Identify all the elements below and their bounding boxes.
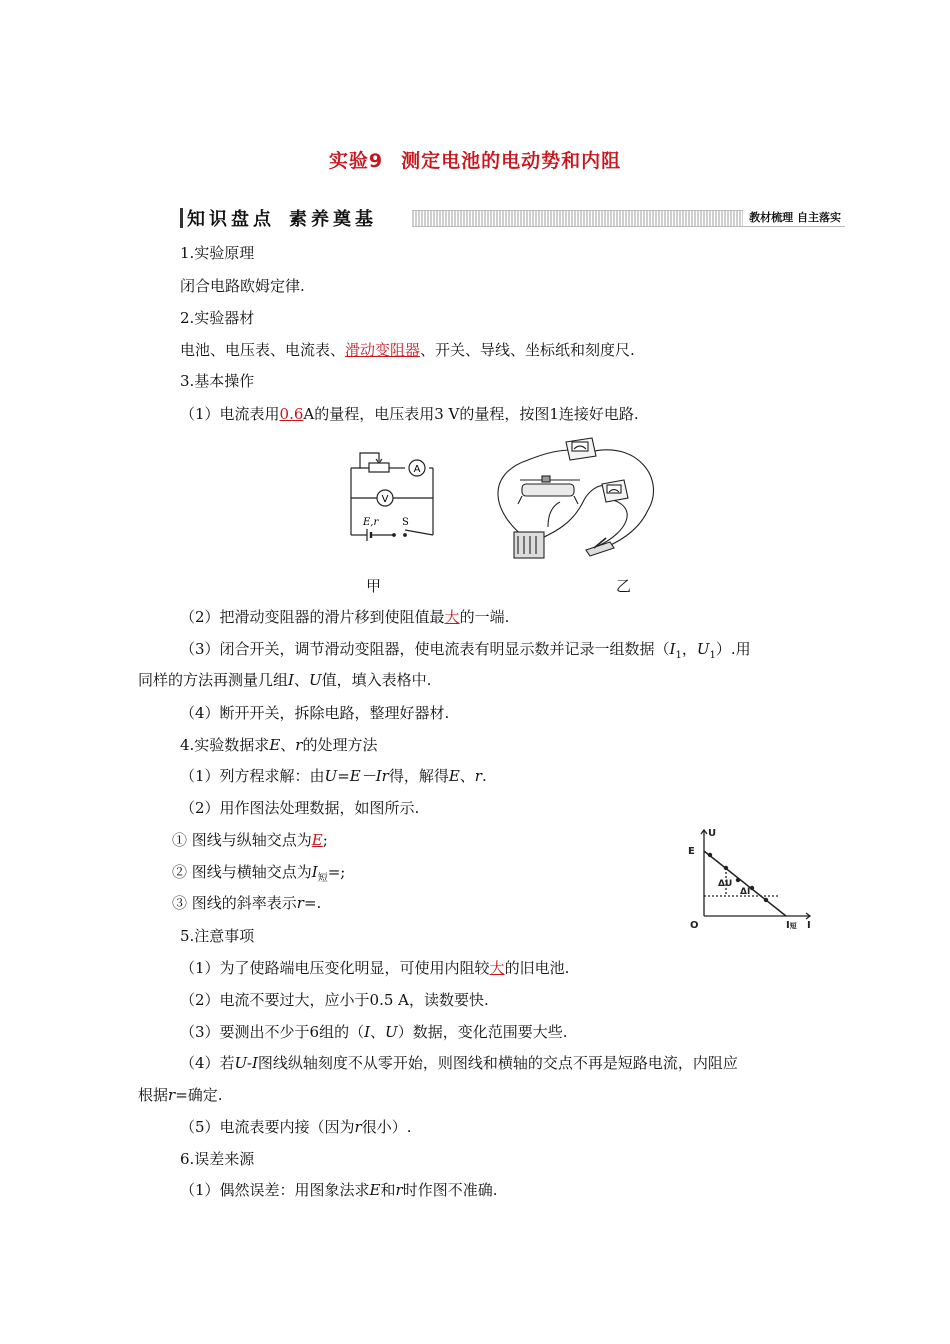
ui-graph bbox=[682, 822, 822, 932]
s4-p2: （2）用作图法处理数据，如图所示. bbox=[180, 799, 420, 817]
section-banner bbox=[180, 205, 845, 231]
s1-heading: 1.实验原理 bbox=[180, 244, 255, 262]
s4-p1: （1）列方程求解：由U=E－Ir得，解得E、r. bbox=[180, 767, 487, 785]
s6-p1: （1）偶然误差：用图象法求E和r时作图不准确. bbox=[180, 1181, 498, 1199]
s3-p2: （2）把滑动变阻器的滑片移到使阻值最大的一端. bbox=[180, 608, 510, 626]
highlight-rheostat: 滑动变阻器 bbox=[345, 341, 421, 359]
banner-bar bbox=[180, 208, 183, 228]
s2-body: 电池、电压表、电流表、滑动变阻器、开关、导线、坐标纸和刻度尺. bbox=[180, 341, 635, 359]
page-title bbox=[0, 146, 950, 173]
s3-p1: （1）电流表用0.6A的量程，电压表用3 V的量程，按图1连接好电路. bbox=[180, 405, 639, 423]
s2-heading: 2.实验器材 bbox=[180, 309, 255, 327]
s3-heading: 3.基本操作 bbox=[180, 372, 255, 390]
graph-y-axis-label: U bbox=[708, 828, 717, 839]
graph-delta-i: ΔI bbox=[740, 887, 751, 897]
highlight-large: 大 bbox=[489, 959, 505, 977]
experiment-number: 实验9 bbox=[328, 150, 384, 172]
s5-heading: 5.注意事项 bbox=[180, 927, 255, 945]
s6-heading: 6.误差来源 bbox=[180, 1150, 255, 1168]
banner-heading bbox=[180, 205, 377, 231]
graph-e-label: E bbox=[688, 846, 695, 857]
s4-c1: ① 图线与纵轴交点为E; bbox=[172, 831, 328, 849]
s3-p3: （3）闭合开关，调节滑动变阻器，使电流表有明显示数并记录一组数据（$I_1$，$U_1$）.用 bbox=[180, 640, 751, 661]
s3-p4: （4）断开开关，拆除电路，整理好器材. bbox=[180, 704, 450, 722]
apparatus-drawing-yi bbox=[488, 432, 663, 564]
banner-heading-b: 素养奠基 bbox=[289, 209, 377, 230]
banner-heading-a: 知识盘点 bbox=[187, 209, 275, 230]
highlight-max: 大 bbox=[444, 608, 460, 626]
s4-heading: 4.实验数据求E、r的处理方法 bbox=[180, 736, 378, 754]
figure-label-jia: 甲 bbox=[366, 577, 382, 595]
highlight-e: E bbox=[311, 831, 323, 849]
experiment-title: 测定电池的电动势和内阻 bbox=[401, 150, 622, 172]
circuit-diagram-jia bbox=[345, 448, 445, 543]
s5-p1: （1）为了使路端电压变化明显，可使用内阻较大的旧电池. bbox=[180, 959, 570, 977]
graph-delta-u: ΔU bbox=[718, 879, 733, 889]
ammeter-label: A bbox=[413, 464, 421, 475]
graph-origin-label: O bbox=[690, 920, 699, 931]
s5-p4: （4）若U-I图线纵轴刻度不从零开始，则图线和横轴的交点不再是短路电流，内阻应 bbox=[180, 1054, 738, 1072]
graph-ishort-label: I短 bbox=[786, 920, 797, 931]
s3-p3-cont: 同样的方法再测量几组I、U值，填入表格中. bbox=[138, 671, 432, 689]
banner-tag: 教材梳理 自主落实 bbox=[743, 209, 845, 226]
highlight-range: 0.6 bbox=[279, 405, 304, 423]
s1-body: 闭合电路欧姆定律. bbox=[180, 277, 305, 295]
s5-p4-cont: 根据r=确定. bbox=[138, 1086, 223, 1104]
battery-label: E,r bbox=[363, 517, 379, 528]
figure-label-yi: 乙 bbox=[616, 577, 632, 595]
s5-p5: （5）电流表要内接（因为r很小）. bbox=[180, 1118, 412, 1136]
s5-p2: （2）电流不要过大，应小于0.5 A，读数要快. bbox=[180, 991, 489, 1009]
switch-label: S bbox=[402, 517, 409, 528]
voltmeter-label: V bbox=[381, 494, 389, 505]
s4-c2: ② 图线与横轴交点为$I_短=$; bbox=[172, 863, 346, 884]
s5-p3: （3）要测出不少于6组的（I、U）数据，变化范围要大些. bbox=[180, 1023, 568, 1041]
graph-x-axis-label: I bbox=[807, 920, 811, 931]
s4-c3: ③ 图线的斜率表示r=. bbox=[172, 894, 322, 912]
